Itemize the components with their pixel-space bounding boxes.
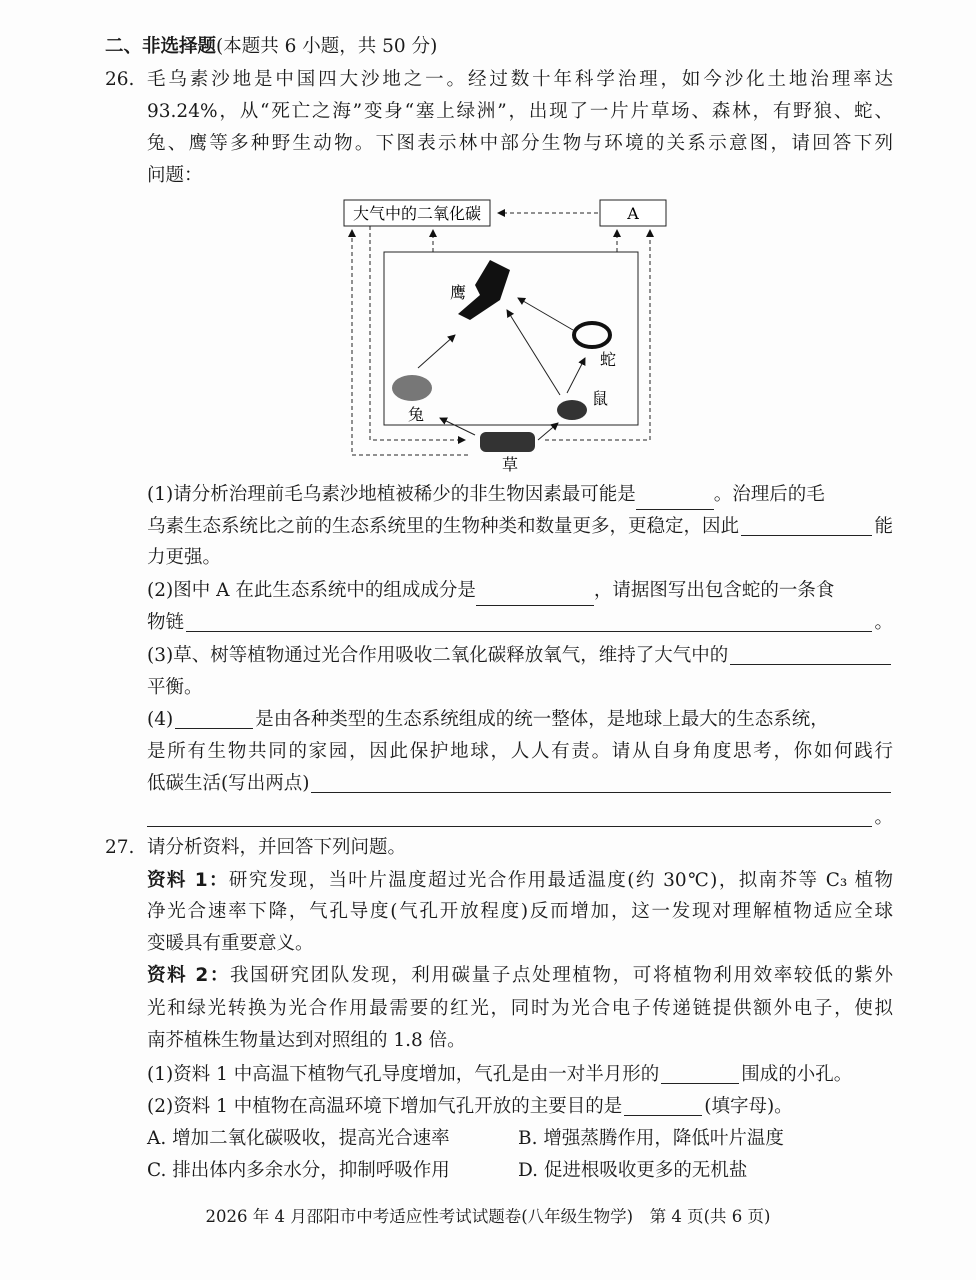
- dashed-flows: [352, 213, 650, 455]
- q26-p4-text: 是由各种类型的生态系统组成的统一整体，是地球上最大的生态系统，: [255, 709, 829, 730]
- material1-label: 资料 1：: [147, 870, 229, 891]
- q27-material2-line: [147, 961, 893, 991]
- q26-p4-line: 是所有生物共同的家园，因此保护地球，人人有责。请从自身角度思考，你如何践行: [147, 741, 893, 762]
- q26-p1-text: 乌素生态系统比之前的生态系统里的生物种类和数量更多，更稳定，因此: [147, 516, 740, 537]
- answer-blank[interactable]: [147, 804, 872, 827]
- q26-p4-text: 低碳生活(写出两点): [147, 773, 310, 794]
- page-footer: 2026 年 4 月邵阳市中考适应性考试试题卷(八年级生物学) 第 4 页(共 6 页): [205, 1207, 771, 1226]
- answer-blank[interactable]: [186, 609, 872, 632]
- q27-p2-text: (2)资料 1 中植物在高温环境下增加气孔开放的主要目的是: [147, 1096, 623, 1117]
- q26-p4-text: 。: [874, 807, 893, 828]
- q26-p3-line: 平衡。: [147, 677, 203, 698]
- answer-blank[interactable]: [636, 487, 714, 510]
- answer-blank[interactable]: [741, 513, 872, 536]
- material2-label: 资料 2：: [147, 965, 231, 986]
- section-title: 二、非选择题: [105, 36, 217, 57]
- option-a[interactable]: A. 增加二氧化碳吸收，提高光合速率: [147, 1128, 450, 1149]
- q26-intro-line: 兔、鹰等多种野生动物。下图表示林中部分生物与环境的关系示意图，请回答下列: [147, 133, 893, 154]
- answer-blank[interactable]: [175, 706, 253, 729]
- eagle-label: 鹰: [449, 283, 467, 302]
- q26-p1-line: [147, 512, 893, 542]
- option-d[interactable]: D. 促进根吸收更多的无机盐: [518, 1160, 748, 1181]
- q26-p4-line: [147, 769, 893, 799]
- q26-p4-line: [147, 803, 893, 833]
- q26-number: 26.: [105, 69, 135, 90]
- q26-p2-text: 。: [874, 612, 893, 633]
- ecosystem-diagram: [330, 190, 670, 480]
- q26-p2-text: 物链: [147, 612, 185, 633]
- q27-intro: 请分析资料，并回答下列问题。: [147, 837, 407, 858]
- q27-p1-text: (1)资料 1 中高温下植物气孔导度增加，气孔是由一对半月形的: [147, 1064, 660, 1085]
- answer-blank[interactable]: [730, 642, 891, 665]
- mouse-icon: [557, 400, 587, 420]
- q27-number: 27.: [105, 837, 135, 858]
- q26-p1-text: 。治理后的毛: [713, 484, 825, 505]
- answer-blank[interactable]: [311, 770, 891, 793]
- answer-blank[interactable]: [624, 1093, 702, 1116]
- q27-p1-line: [147, 1060, 893, 1090]
- q27-p2-text: (填字母)。: [704, 1096, 793, 1117]
- snake-icon: [574, 323, 610, 347]
- q27-material2-line: 南芥植株生物量达到对照组的 1.8 倍。: [147, 1030, 466, 1051]
- food-arrows: [418, 298, 585, 440]
- q26-p3-text: (3)草、树等植物通过光合作用吸收二氧化碳释放氧气，维持了大气中的: [147, 645, 729, 666]
- q26-intro-line: 93.24%，从“死亡之海”变身“塞上绿洲”，出现了一片片草场、森林，有野狼、蛇、: [147, 101, 893, 122]
- q26-p2-text: ，请据图写出包含蛇的一条食: [593, 580, 835, 601]
- option-c[interactable]: C. 排出体内多余水分，抑制呼吸作用: [147, 1160, 450, 1181]
- section-heading: [105, 32, 437, 62]
- q26-p1-line: 力更强。: [147, 547, 222, 568]
- grass-icon: [480, 432, 535, 452]
- answer-blank[interactable]: [476, 583, 594, 606]
- material1-text: 研究发现，当叶片温度超过光合作用最适温度(约 30℃)，拟南芥等 C₃ 植物: [228, 870, 893, 891]
- q27-material1-line: 变暖具有重要意义。: [147, 933, 314, 954]
- q26-p2-line: [147, 608, 893, 638]
- co2-label: 大气中的二氧化碳: [352, 204, 482, 223]
- q26-p2-line: [147, 576, 893, 606]
- rabbit-icon: [392, 375, 432, 401]
- q26-p1-line: [147, 480, 893, 510]
- q27-material1-line: [147, 866, 893, 896]
- q26-p4-line: [147, 705, 893, 735]
- q26-intro-line: 毛乌素沙地是中国四大沙地之一。经过数十年科学治理，如今沙化土地治理率达: [147, 69, 893, 90]
- option-b[interactable]: B. 增强蒸腾作用，降低叶片温度: [518, 1128, 784, 1149]
- answer-blank[interactable]: [661, 1061, 739, 1084]
- q26-intro-line: 问题：: [147, 165, 203, 186]
- material2-text: 我国研究团队发现，利用碳量子点处理植物，可将植物利用效率较低的紫外: [230, 965, 893, 986]
- q27-material2-line: 光和绿光转换为光合作用最需要的红光，同时为光合电子传递链提供额外电子，使拟: [147, 998, 893, 1019]
- q27-p2-line: [147, 1092, 893, 1122]
- q27-p1-text: 围成的小孔。: [741, 1064, 853, 1085]
- section-note: (本题共 6 小题，共 50 分): [216, 36, 438, 57]
- q26-p3-line: [147, 641, 893, 671]
- grass-label: 草: [501, 455, 519, 474]
- q26-p1-text: (1)请分析治理前毛乌素沙地植被稀少的非生物因素最可能是: [147, 484, 636, 505]
- mouse-label: 鼠: [591, 389, 609, 408]
- q26-p4-text: (4): [147, 709, 174, 730]
- q26-p2-text: (2)图中 A 在此生态系统中的组成成分是: [147, 580, 476, 601]
- a-label: A: [627, 204, 639, 223]
- snake-label: 蛇: [599, 350, 617, 369]
- q27-material1-line: 净光合速率下降，气孔导度(气孔开放程度)反而增加，这一发现对理解植物适应全球: [147, 901, 893, 922]
- rabbit-label: 兔: [407, 405, 425, 424]
- q26-p1-text: 能: [874, 516, 893, 537]
